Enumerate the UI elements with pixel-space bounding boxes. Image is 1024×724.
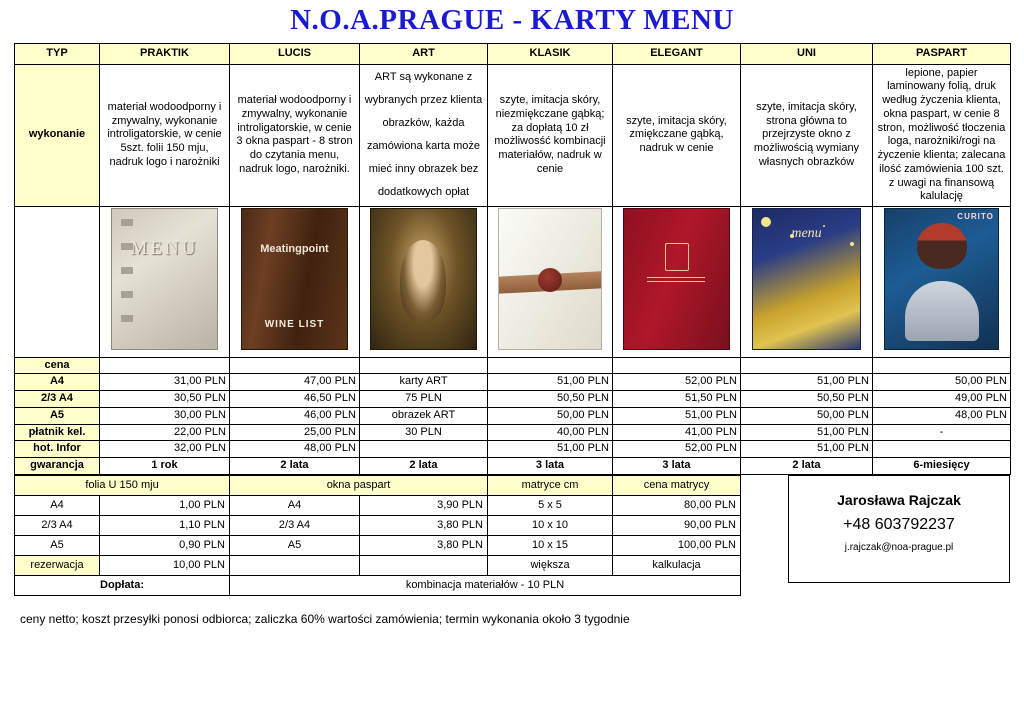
header-matryce: matryce cm — [488, 475, 613, 495]
doplata-value: kombinacja materiałów - 10 PLN — [230, 575, 741, 595]
folia-size-23a4: 2/3 A4 — [15, 515, 100, 535]
menu-cover-image — [111, 208, 219, 350]
header-elegant: ELEGANT — [613, 44, 741, 65]
okna-size-23a4: 2/3 A4 — [230, 515, 360, 535]
header-klasik: KLASIK — [488, 44, 613, 65]
contact-name: Jarosława Rajczak — [837, 491, 961, 508]
cell-platnik-lucis: 25,00 PLN — [230, 424, 360, 441]
cell-gwarancja-paspart: 6-miesięcy — [873, 458, 1011, 475]
header-lucis: LUCIS — [230, 44, 360, 65]
okna-empty-1 — [230, 555, 360, 575]
okna-price-a4: 3,90 PLN — [360, 495, 488, 515]
images-row — [15, 206, 1011, 357]
cell-hotinfor-praktik: 32,00 PLN — [100, 441, 230, 458]
table-row — [15, 374, 1011, 391]
price-label-spacer-5 — [613, 357, 741, 374]
matryce-size-1: 5 x 5 — [488, 495, 613, 515]
execution-elegant: szyte, imitacja skóry, zmiękczane gąbką, nadruk w cenie — [613, 65, 741, 207]
matryce-price-3: 100,00 PLN — [613, 535, 741, 555]
execution-uni: szyte, imitacja skóry, strona główna to przejrzyste okno z możliwością wymiany własnych obrazków — [741, 65, 873, 207]
image-cell-paspart — [873, 206, 1011, 357]
row-label-cena: cena — [15, 357, 100, 374]
table-row — [15, 535, 741, 555]
okna-empty-2 — [360, 555, 488, 575]
execution-art: ART są wykonane z wybranych przez klienta obrazków, każda zamówiona karta może mieć inny obrazek bez dodatkowych opłat — [360, 65, 488, 207]
folia-size-a5: A5 — [15, 535, 100, 555]
wine-list-caption: WINE LIST — [264, 318, 325, 330]
row-label-platnik: płatnik kel. — [15, 424, 100, 441]
cell-23a4-praktik: 30,50 PLN — [100, 391, 230, 408]
table-row — [15, 515, 741, 535]
execution-klasik: szyte, imitacja skóry, niezmiękczane gąbką; za dopłatą 10 zł możliwosść kombinacji materiałów, nadruk w cenie — [488, 65, 613, 207]
execution-paspart: lepione, papier laminowany folią, druk według życzenia klienta, okna paspart, w cenie 8 stron, możliwość tłoczenia loga, narożniki/rogi na życzenie klienta; zalecana ilość zamówienia 100 szt. z uwagi na finansową kalulację — [873, 65, 1011, 207]
image-cell-art — [360, 206, 488, 357]
cell-23a4-uni: 50,50 PLN — [741, 391, 873, 408]
cell-a4-lucis: 47,00 PLN — [230, 374, 360, 391]
header-praktik: PRAKTIK — [100, 44, 230, 65]
wine-list-image — [241, 208, 349, 350]
cafe-terrace-image — [752, 208, 862, 350]
cell-23a4-klasik: 50,50 PLN — [488, 391, 613, 408]
header-folia: folia U 150 mju — [15, 475, 230, 495]
cafe-menu-caption: menu — [791, 226, 822, 242]
cell-a5-klasik: 50,00 PLN — [488, 407, 613, 424]
folia-price-a4: 1,00 PLN — [100, 495, 230, 515]
folia-rezerwacja-price: 10,00 PLN — [100, 555, 230, 575]
matryce-size-3: 10 x 15 — [488, 535, 613, 555]
options-table — [14, 475, 741, 596]
table-header-row — [15, 44, 1011, 65]
cell-gwarancja-lucis: 2 lata — [230, 458, 360, 475]
cell-a4-klasik: 51,00 PLN — [488, 374, 613, 391]
matryce-size-2: 10 x 10 — [488, 515, 613, 535]
row-label-hotinfor: hot. Infor — [15, 441, 100, 458]
row-label-a5: A5 — [15, 407, 100, 424]
table-row — [15, 424, 1011, 441]
wine-list-brand: Meatingpoint — [260, 243, 329, 256]
image-cell-praktik — [100, 206, 230, 357]
header-paspart: PASPART — [873, 44, 1011, 65]
cell-platnik-art: 30 PLN — [360, 424, 488, 441]
cell-23a4-lucis: 46,50 PLN — [230, 391, 360, 408]
row-label-a4: A4 — [15, 374, 100, 391]
cell-gwarancja-praktik: 1 rok — [100, 458, 230, 475]
folia-rezerwacja-label: rezerwacja — [15, 555, 100, 575]
price-label-spacer-3 — [360, 357, 488, 374]
image-cell-klasik — [488, 206, 613, 357]
cell-23a4-art: 75 PLN — [360, 391, 488, 408]
cell-hotinfor-art — [360, 441, 488, 458]
cell-platnik-elegant: 41,00 PLN — [613, 424, 741, 441]
cell-platnik-klasik: 40,00 PLN — [488, 424, 613, 441]
mona-lisa-image — [370, 208, 476, 350]
white-folder-image — [498, 208, 601, 350]
folia-size-a4: A4 — [15, 495, 100, 515]
matryce-size-4: większa — [488, 555, 613, 575]
image-row-label-cell — [15, 206, 100, 357]
contact-email[interactable]: j.rajczak@noa-prague.pl — [844, 541, 954, 553]
lower-section — [14, 475, 1010, 596]
folia-price-23a4: 1,10 PLN — [100, 515, 230, 535]
table-row — [15, 458, 1011, 475]
header-uni: UNI — [741, 44, 873, 65]
price-label-spacer-6 — [741, 357, 873, 374]
doplata-row — [15, 575, 741, 595]
okna-size-a5: A5 — [230, 535, 360, 555]
matryce-price-4: kalkulacja — [613, 555, 741, 575]
cell-hotinfor-lucis: 48,00 PLN — [230, 441, 360, 458]
products-table — [14, 43, 1011, 475]
matryce-price-2: 90,00 PLN — [613, 515, 741, 535]
cell-23a4-paspart: 49,00 PLN — [873, 391, 1011, 408]
portrait-caption: CURITO — [957, 212, 994, 222]
table-row — [15, 441, 1011, 458]
footnote: ceny netto; koszt przesyłki ponosi odbiorca; zaliczka 60% wartości zamówienia; termin wykonania około 3 tygodnie — [20, 611, 630, 626]
contact-phone[interactable]: +48 603792237 — [843, 515, 955, 533]
row-label-23a4: 2/3 A4 — [15, 391, 100, 408]
red-folder-image — [623, 208, 729, 350]
contact-box — [788, 475, 1010, 583]
cell-platnik-uni: 51,00 PLN — [741, 424, 873, 441]
price-label-row — [15, 357, 1011, 374]
okna-price-a5: 3,80 PLN — [360, 535, 488, 555]
cell-gwarancja-klasik: 3 lata — [488, 458, 613, 475]
row-label-wykonanie: wykonanie — [15, 65, 100, 207]
table-row — [15, 407, 1011, 424]
table-row — [15, 495, 741, 515]
cell-a4-praktik: 31,00 PLN — [100, 374, 230, 391]
cell-gwarancja-uni: 2 lata — [741, 458, 873, 475]
matryce-price-1: 80,00 PLN — [613, 495, 741, 515]
cell-hotinfor-elegant: 52,00 PLN — [613, 441, 741, 458]
execution-row — [15, 65, 1011, 207]
cell-a4-paspart: 50,00 PLN — [873, 374, 1011, 391]
cell-a4-elegant: 52,00 PLN — [613, 374, 741, 391]
portrait-image — [884, 208, 999, 350]
image-cell-uni — [741, 206, 873, 357]
cell-a5-praktik: 30,00 PLN — [100, 407, 230, 424]
price-label-spacer-1 — [100, 357, 230, 374]
row-label-gwarancja: gwarancja — [15, 458, 100, 475]
cell-a5-lucis: 46,00 PLN — [230, 407, 360, 424]
cell-a4-uni: 51,00 PLN — [741, 374, 873, 391]
header-typ: TYP — [15, 44, 100, 65]
table-row — [15, 391, 1011, 408]
cell-a5-uni: 50,00 PLN — [741, 407, 873, 424]
folia-price-a5: 0,90 PLN — [100, 535, 230, 555]
page-title: N.O.A.PRAGUE - KARTY MENU — [290, 4, 734, 36]
image-cell-lucis — [230, 206, 360, 357]
price-label-spacer-4 — [488, 357, 613, 374]
cell-a5-art: obrazek ART — [360, 407, 488, 424]
price-label-spacer-7 — [873, 357, 1011, 374]
header-okna-paspart: okna paspart — [230, 475, 488, 495]
okna-size-a4: A4 — [230, 495, 360, 515]
doplata-label: Dopłata: — [15, 575, 230, 595]
execution-lucis: materiał wodoodporny i zmywalny, wykonanie introligatorskie, w cenie 3 okna paspart - 8 stron do czytania menu, nadruk logo, narożniki. — [230, 65, 360, 207]
table-row — [15, 555, 741, 575]
price-label-spacer-2 — [230, 357, 360, 374]
cell-gwarancja-elegant: 3 lata — [613, 458, 741, 475]
cell-hotinfor-klasik: 51,00 PLN — [488, 441, 613, 458]
cell-platnik-praktik: 22,00 PLN — [100, 424, 230, 441]
header-cena-matrycy: cena matrycy — [613, 475, 741, 495]
header-art: ART — [360, 44, 488, 65]
okna-price-23a4: 3,80 PLN — [360, 515, 488, 535]
cell-a5-elegant: 51,00 PLN — [613, 407, 741, 424]
cell-gwarancja-art: 2 lata — [360, 458, 488, 475]
image-cell-elegant — [613, 206, 741, 357]
options-header-row — [15, 475, 741, 495]
cell-platnik-paspart: - — [873, 424, 1011, 441]
cell-hotinfor-uni: 51,00 PLN — [741, 441, 873, 458]
cell-a5-paspart: 48,00 PLN — [873, 407, 1011, 424]
cell-hotinfor-paspart — [873, 441, 1011, 458]
execution-praktik: materiał wodoodporny i zmywalny, wykonanie introligatorskie, w cenie 5szt. folii 150 mju, nadruk logo i narożniki — [100, 65, 230, 207]
cell-a4-art: karty ART — [360, 374, 488, 391]
cell-23a4-elegant: 51,50 PLN — [613, 391, 741, 408]
